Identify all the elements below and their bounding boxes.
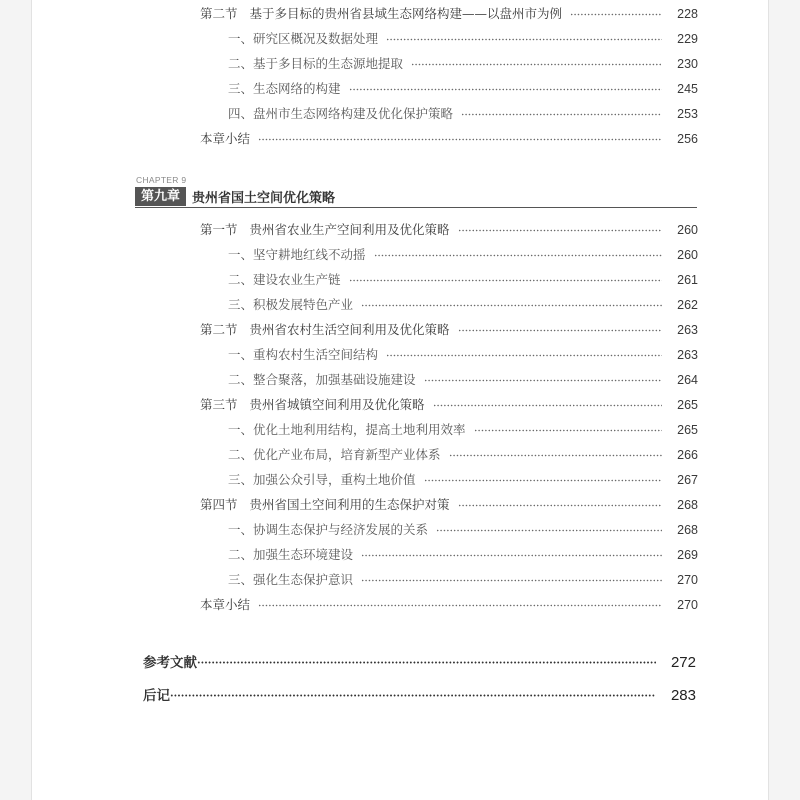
dot-leader (361, 554, 662, 557)
dot-leader (386, 38, 662, 41)
page-number: 269 (677, 548, 698, 562)
page-number: 283 (670, 687, 696, 704)
page-number: 267 (677, 473, 698, 487)
postscript-title: 后记 (143, 688, 170, 704)
summary-title: 本章小结 (200, 597, 251, 612)
page-number: 260 (677, 248, 698, 262)
section-number: 第三节 (200, 397, 238, 412)
toc-item[interactable] (228, 108, 698, 121)
toc-section[interactable] (200, 224, 698, 237)
page-number: 245 (677, 82, 698, 96)
page-number: 228 (677, 7, 698, 21)
section-title: 贵州省城镇空间利用及优化策略 (249, 397, 425, 412)
section-title: 贵州省国土空间利用的生态保护对策 (249, 497, 450, 512)
toc-item[interactable] (228, 349, 698, 362)
page-number: 266 (677, 448, 698, 462)
item-title: 二、基于多目标的生态源地提取 (228, 56, 404, 71)
dot-leader (349, 88, 662, 91)
chapter-badge: 第九章 (135, 187, 186, 206)
page-number: 272 (670, 654, 696, 671)
page-number: 270 (677, 598, 698, 612)
page-number: 263 (677, 323, 698, 337)
chapter-label-en: CHAPTER 9 (136, 175, 187, 185)
toc-postscript[interactable] (143, 688, 696, 704)
page-number: 264 (677, 373, 698, 387)
dot-leader (461, 113, 662, 116)
toc-references[interactable] (143, 655, 696, 671)
section-number: 第二节 (200, 6, 238, 21)
page-number: 265 (677, 423, 698, 437)
item-title: 一、优化土地利用结构，提高土地利用效率 (228, 422, 466, 437)
toc-item[interactable] (228, 249, 698, 262)
toc-item[interactable] (228, 549, 698, 562)
toc-item[interactable] (228, 424, 698, 437)
toc-item[interactable] (228, 449, 698, 462)
dot-leader (258, 604, 662, 607)
page-number: 268 (677, 498, 698, 512)
chapter-title: 贵州省国土空间优化策略 (192, 191, 336, 206)
dot-leader (386, 354, 662, 357)
page-number: 263 (677, 348, 698, 362)
toc-section[interactable] (200, 8, 698, 21)
references-title: 参考文献 (143, 655, 197, 671)
page-number: 262 (677, 298, 698, 312)
page-number: 268 (677, 523, 698, 537)
item-title: 四、盘州市生态网络构建及优化保护策略 (228, 106, 454, 121)
dot-leader (258, 138, 662, 141)
item-title: 三、强化生态保护意识 (228, 572, 354, 587)
dot-leader (433, 404, 662, 407)
toc-item[interactable] (228, 299, 698, 312)
section-number: 第四节 (200, 497, 238, 512)
item-title: 一、坚守耕地红线不动摇 (228, 247, 366, 262)
dot-leader (361, 579, 662, 582)
item-title: 一、重构农村生活空间结构 (228, 347, 379, 362)
page-number: 253 (677, 107, 698, 121)
item-title: 二、建设农业生产链 (228, 272, 341, 287)
dot-leader (374, 254, 662, 257)
item-title: 三、加强公众引导，重构土地价值 (228, 472, 416, 487)
item-title: 二、加强生态环境建设 (228, 547, 354, 562)
page-number: 261 (677, 273, 698, 287)
toc-chapter-summary[interactable] (200, 133, 698, 146)
dot-leader (570, 13, 662, 16)
section-title: 贵州省农村生活空间利用及优化策略 (249, 322, 450, 337)
page-number: 229 (677, 32, 698, 46)
toc-section[interactable] (200, 399, 698, 412)
toc-item[interactable] (228, 274, 698, 287)
dot-leader (436, 529, 662, 532)
toc-section[interactable] (200, 324, 698, 337)
page-number: 230 (677, 57, 698, 71)
toc-item[interactable] (228, 33, 698, 46)
chapter-heading[interactable] (135, 186, 697, 208)
section-number: 第一节 (200, 222, 238, 237)
toc-item[interactable] (228, 574, 698, 587)
dot-leader (197, 661, 656, 664)
toc-item[interactable] (228, 524, 698, 537)
dot-leader (170, 694, 656, 697)
dot-leader (349, 279, 662, 282)
section-number: 第二节 (200, 322, 238, 337)
page-number: 260 (677, 223, 698, 237)
dot-leader (411, 63, 662, 66)
section-title: 基于多目标的贵州省县域生态网络构建——以盘州市为例 (249, 6, 563, 21)
toc-item[interactable] (228, 374, 698, 387)
dot-leader (458, 229, 662, 232)
item-title: 三、积极发展特色产业 (228, 297, 354, 312)
dot-leader (458, 329, 662, 332)
page-number: 256 (677, 132, 698, 146)
section-title: 贵州省农业生产空间利用及优化策略 (249, 222, 450, 237)
dot-leader (424, 379, 662, 382)
item-title: 二、整合聚落，加强基础设施建设 (228, 372, 416, 387)
page-number: 265 (677, 398, 698, 412)
toc-item[interactable] (228, 474, 698, 487)
item-title: 三、生态网络的构建 (228, 81, 341, 96)
toc-section[interactable] (200, 499, 698, 512)
toc-chapter-summary[interactable] (200, 599, 698, 612)
dot-leader (361, 304, 662, 307)
item-title: 一、协调生态保护与经济发展的关系 (228, 522, 429, 537)
dot-leader (424, 479, 662, 482)
toc-item[interactable] (228, 58, 698, 71)
dot-leader (458, 504, 662, 507)
page-number: 270 (677, 573, 698, 587)
dot-leader (449, 454, 662, 457)
toc-item[interactable] (228, 83, 698, 96)
summary-title: 本章小结 (200, 131, 251, 146)
item-title: 一、研究区概况及数据处理 (228, 31, 379, 46)
dot-leader (474, 429, 662, 432)
item-title: 二、优化产业布局，培育新型产业体系 (228, 447, 441, 462)
